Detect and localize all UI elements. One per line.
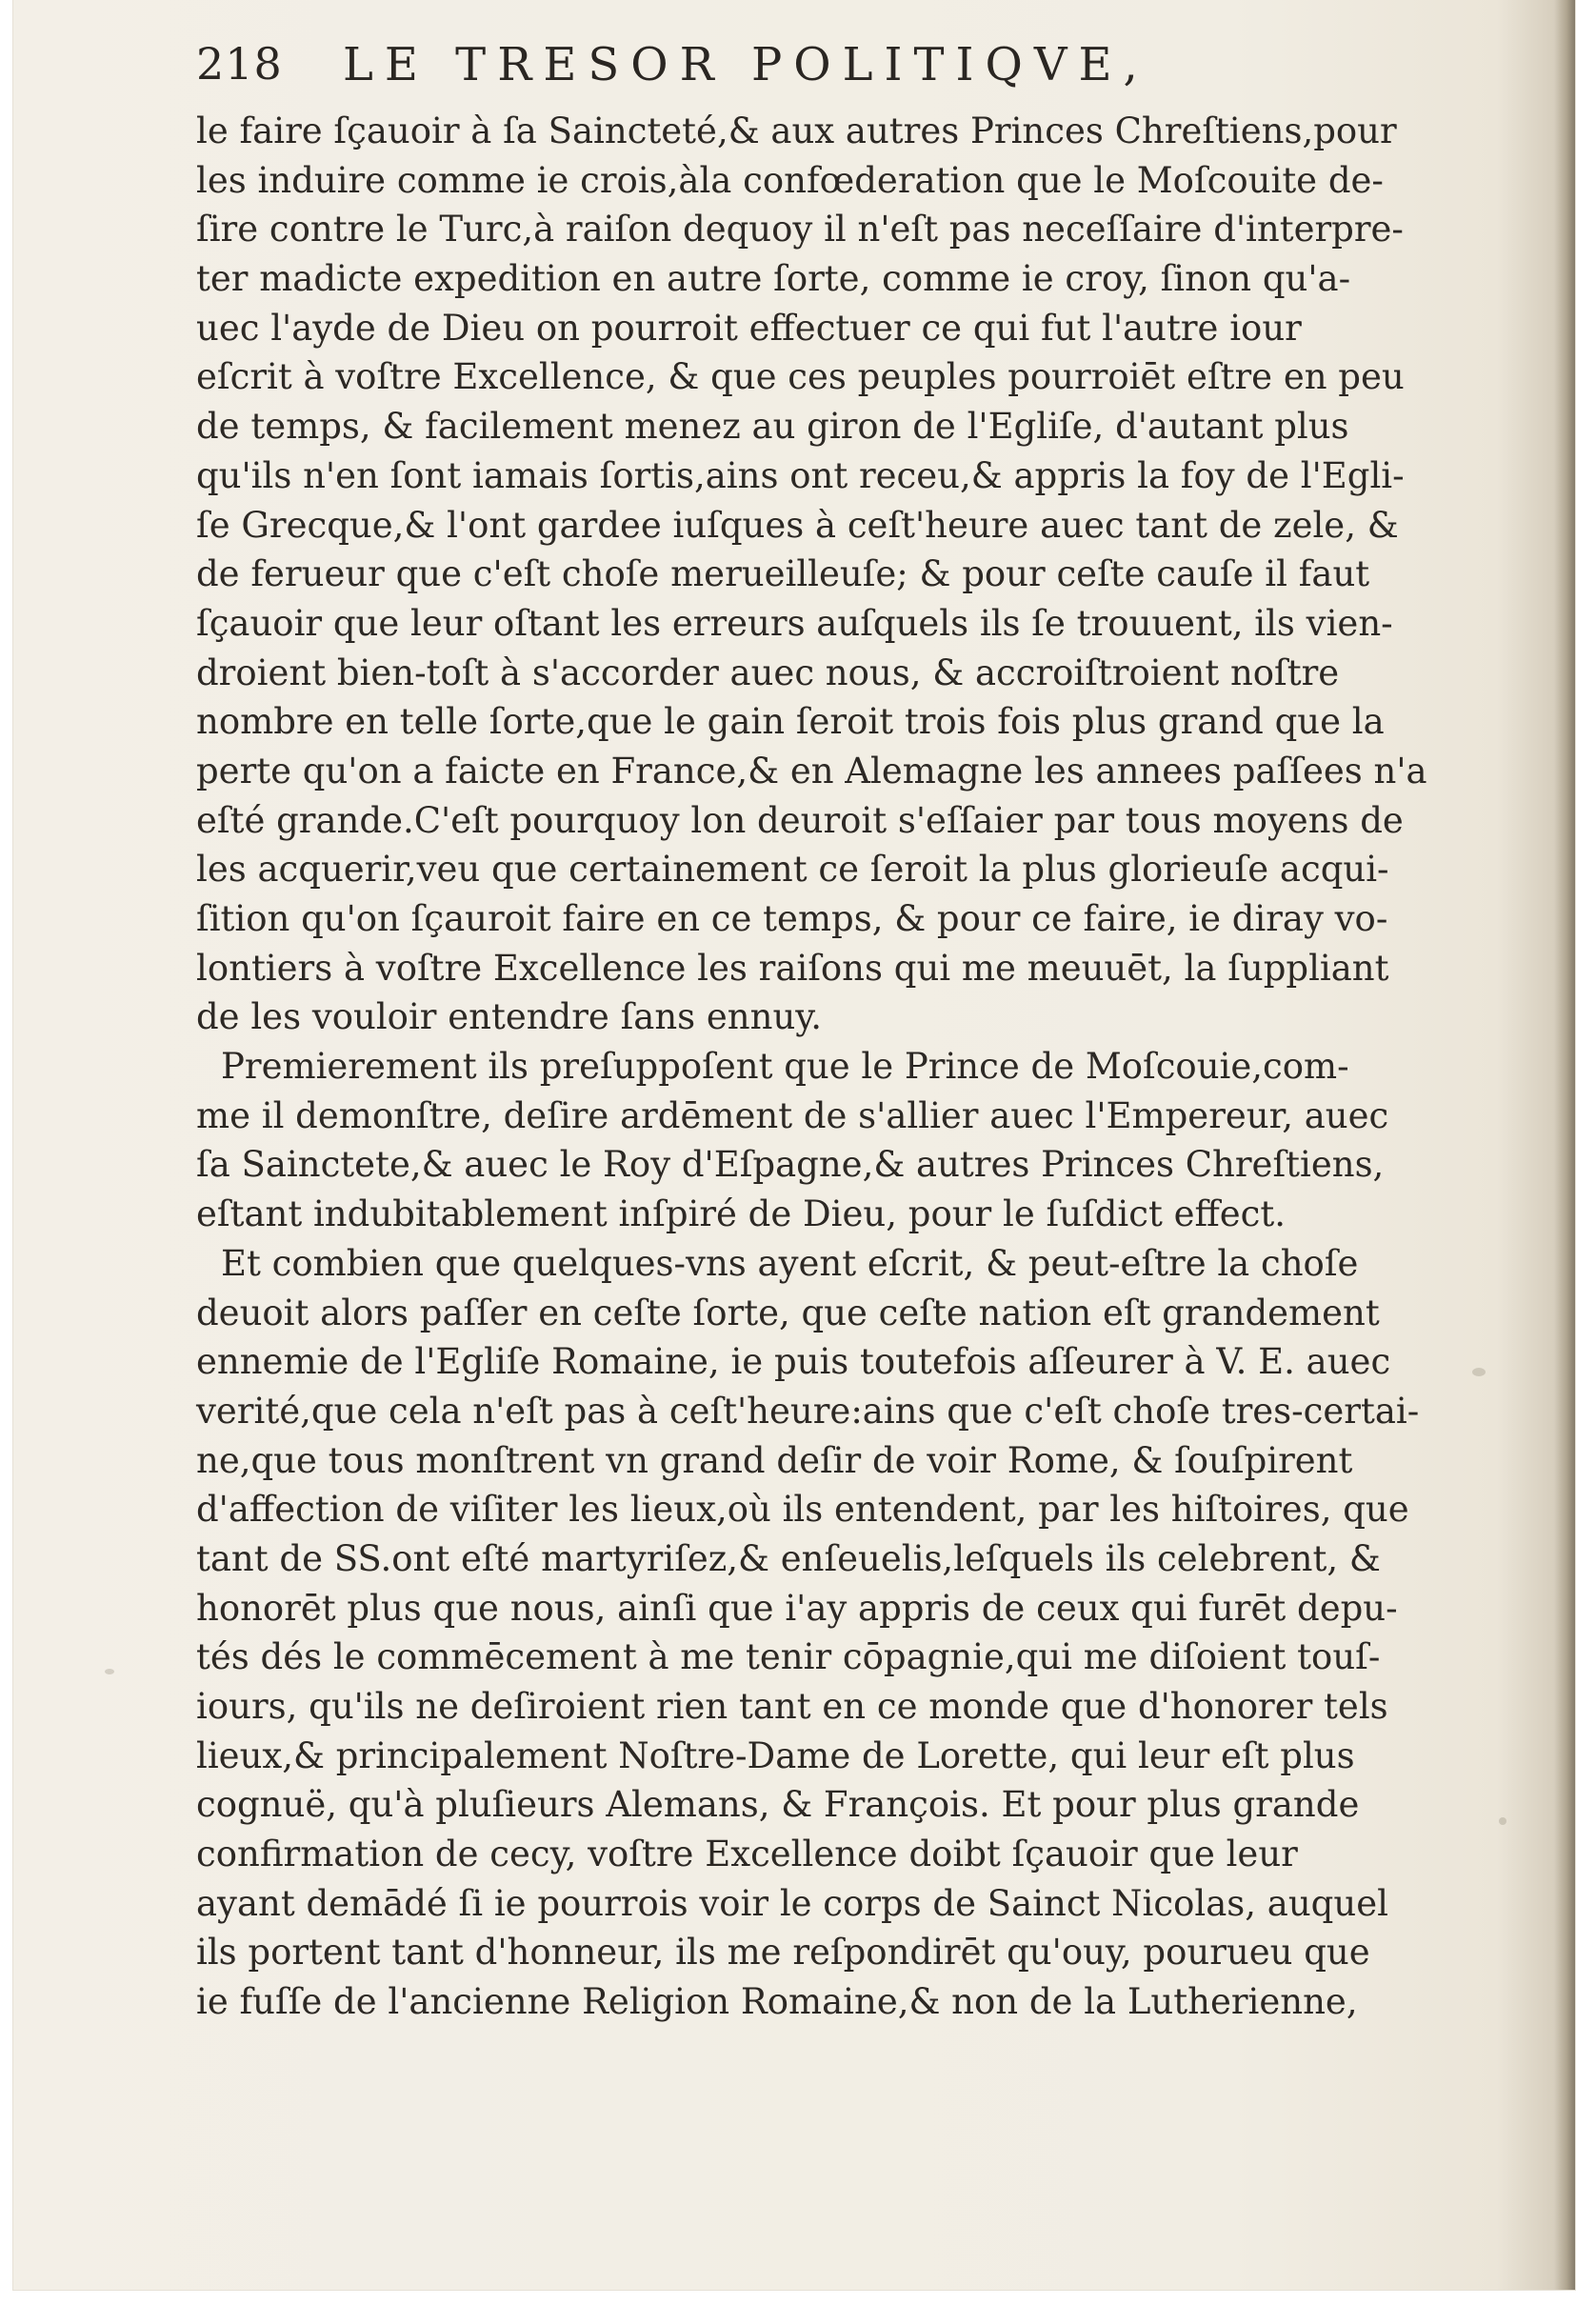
paragraph-start-line: Premierement ils preſuppoſent que le Prince de Moſcouie,com- [221, 1046, 1349, 1088]
text-line: lieux,& principalement Noſtre-Dame de Lorette, qui leur eſt plus [196, 1734, 1355, 1776]
body-text [196, 107, 1491, 2027]
text-line: eſté grande.C'eſt pourquoy lon deuroit s'eſſaier par tous moyens de [196, 799, 1404, 841]
text-line: tés dés le commēcement à me tenir cōpagnie,qui me diſoient touſ- [196, 1636, 1381, 1678]
text-line: eſcrit à voſtre Excellence, & que ces peuples pourroiēt eſtre en peu [196, 356, 1405, 398]
paragraph-start-line: Et combien que quelques-vns ayent eſcrit, & peut-eſtre la choſe [221, 1242, 1359, 1284]
text-line: ils portent tant d'honneur, ils me reſpondirēt qu'ouy, pourueu que [196, 1932, 1370, 1974]
text-line: ſire contre le Turc,à raiſon dequoy il n'eſt pas neceſſaire d'interpre- [196, 209, 1404, 251]
running-title: LE TRESOR POLITIQVE, [343, 38, 1149, 91]
text-line: ennemie de l'Egliſe Romaine, ie puis toutefois aſſeurer à V. E. auec [196, 1341, 1391, 1383]
text-line: uec l'ayde de Dieu on pourroit effectuer ce qui fut l'autre iour [196, 307, 1302, 349]
text-line: perte qu'on a faicte en France,& en Alemagne les annees paſſees n'a [196, 750, 1427, 792]
text-line: qu'ils n'en ſont iamais ſortis,ains ont receu,& appris la foy de l'Egli- [196, 454, 1405, 496]
text-line: verité,que cela n'eſt pas à ceſt'heure:ains que c'eſt choſe tres-certai- [196, 1390, 1420, 1432]
text-line: ter madicte expedition en autre ſorte, comme ie croy, ſinon qu'a- [196, 258, 1351, 300]
text-line: nombre en telle ſorte,que le gain ſeroit trois fois plus grand que la [196, 701, 1385, 743]
text-line: confirmation de cecy, voſtre Excellence doibt ſçauoir que leur [196, 1834, 1298, 1875]
text-line: ſition qu'on ſçauroit faire en ce temps, & pour ce faire, ie diray vo- [196, 898, 1388, 939]
text-line: de les vouloir entendre ſans ennuy. [196, 996, 823, 1038]
text-line: les induire comme ie crois,àla confœderation que le Moſcouite de- [196, 159, 1384, 201]
text-line: eſtant indubitablement inſpiré de Dieu, pour le ſuſdict effect. [196, 1193, 1287, 1235]
text-line: lontiers à voſtre Excellence les raiſons qui me meuuēt, la ſuppliant [196, 947, 1389, 989]
text-line: me il demonſtre, deſire ardēment de s'allier auec l'Empereur, auec [196, 1094, 1389, 1136]
text-line: tant de SS.ont eſté martyriſez,& enſeuelis,leſquels ils celebrent, & [196, 1537, 1381, 1579]
ink-blot [1499, 1817, 1506, 1825]
running-head [196, 38, 1453, 105]
text-line: les acquerir,veu que certainement ce ſeroit la plus glorieuſe acqui- [196, 849, 1389, 891]
text-line: honorēt plus que nous, ainſi que i'ay appris de ceux qui furēt depu- [196, 1587, 1398, 1629]
text-line: ſa Sainctete,& auec le Roy d'Eſpagne,& autres Princes Chreſtiens, [196, 1144, 1385, 1186]
text-line: ſe Grecque,& l'ont gardee iuſques à ceſt'heure auec tant de zele, & [196, 504, 1399, 546]
text-line: deuoit alors paſſer en ceſte ſorte, que ceſte nation eſt grandement [196, 1292, 1380, 1333]
page-edge-shadow [1554, 0, 1575, 2290]
text-line: d'affection de viſiter les lieux,où ils entendent, par les hiſtoires, que [196, 1489, 1409, 1531]
text-line: de temps, & facilement menez au giron de l'Egliſe, d'autant plus [196, 406, 1349, 448]
page-number: 218 [196, 38, 283, 90]
text-line: de ferueur que c'eſt choſe merueilleuſe; & pour ceſte cauſe il faut [196, 553, 1370, 595]
text-line: iours, qu'ils ne deſiroient rien tant en ce monde que d'honorer tels [196, 1686, 1388, 1727]
text-line: ie fuſſe de l'ancienne Religion Romaine,& non de la Lutherienne, [196, 1981, 1358, 2023]
text-line: droient bien-toſt à s'accorder auec nous, & accroiſtroient noſtre [196, 651, 1340, 693]
text-line: ſçauoir que leur oſtant les erreurs auſquels ils ſe trouuent, ils vien- [196, 602, 1393, 644]
text-line: ayant demādé ſi ie pourrois voir le corps de Sainct Nicolas, auquel [196, 1882, 1388, 1924]
ink-blot [105, 1669, 114, 1674]
text-line: cognuë, qu'à pluſieurs Alemans, & François. Et pour plus grande [196, 1784, 1360, 1826]
text-line: ne,que tous monſtrent vn grand deſir de voir Rome, & ſouſpirent [196, 1439, 1353, 1481]
text-line: le faire ſçauoir à ſa Saincteté,& aux autres Princes Chreſtiens,pour [196, 110, 1397, 151]
